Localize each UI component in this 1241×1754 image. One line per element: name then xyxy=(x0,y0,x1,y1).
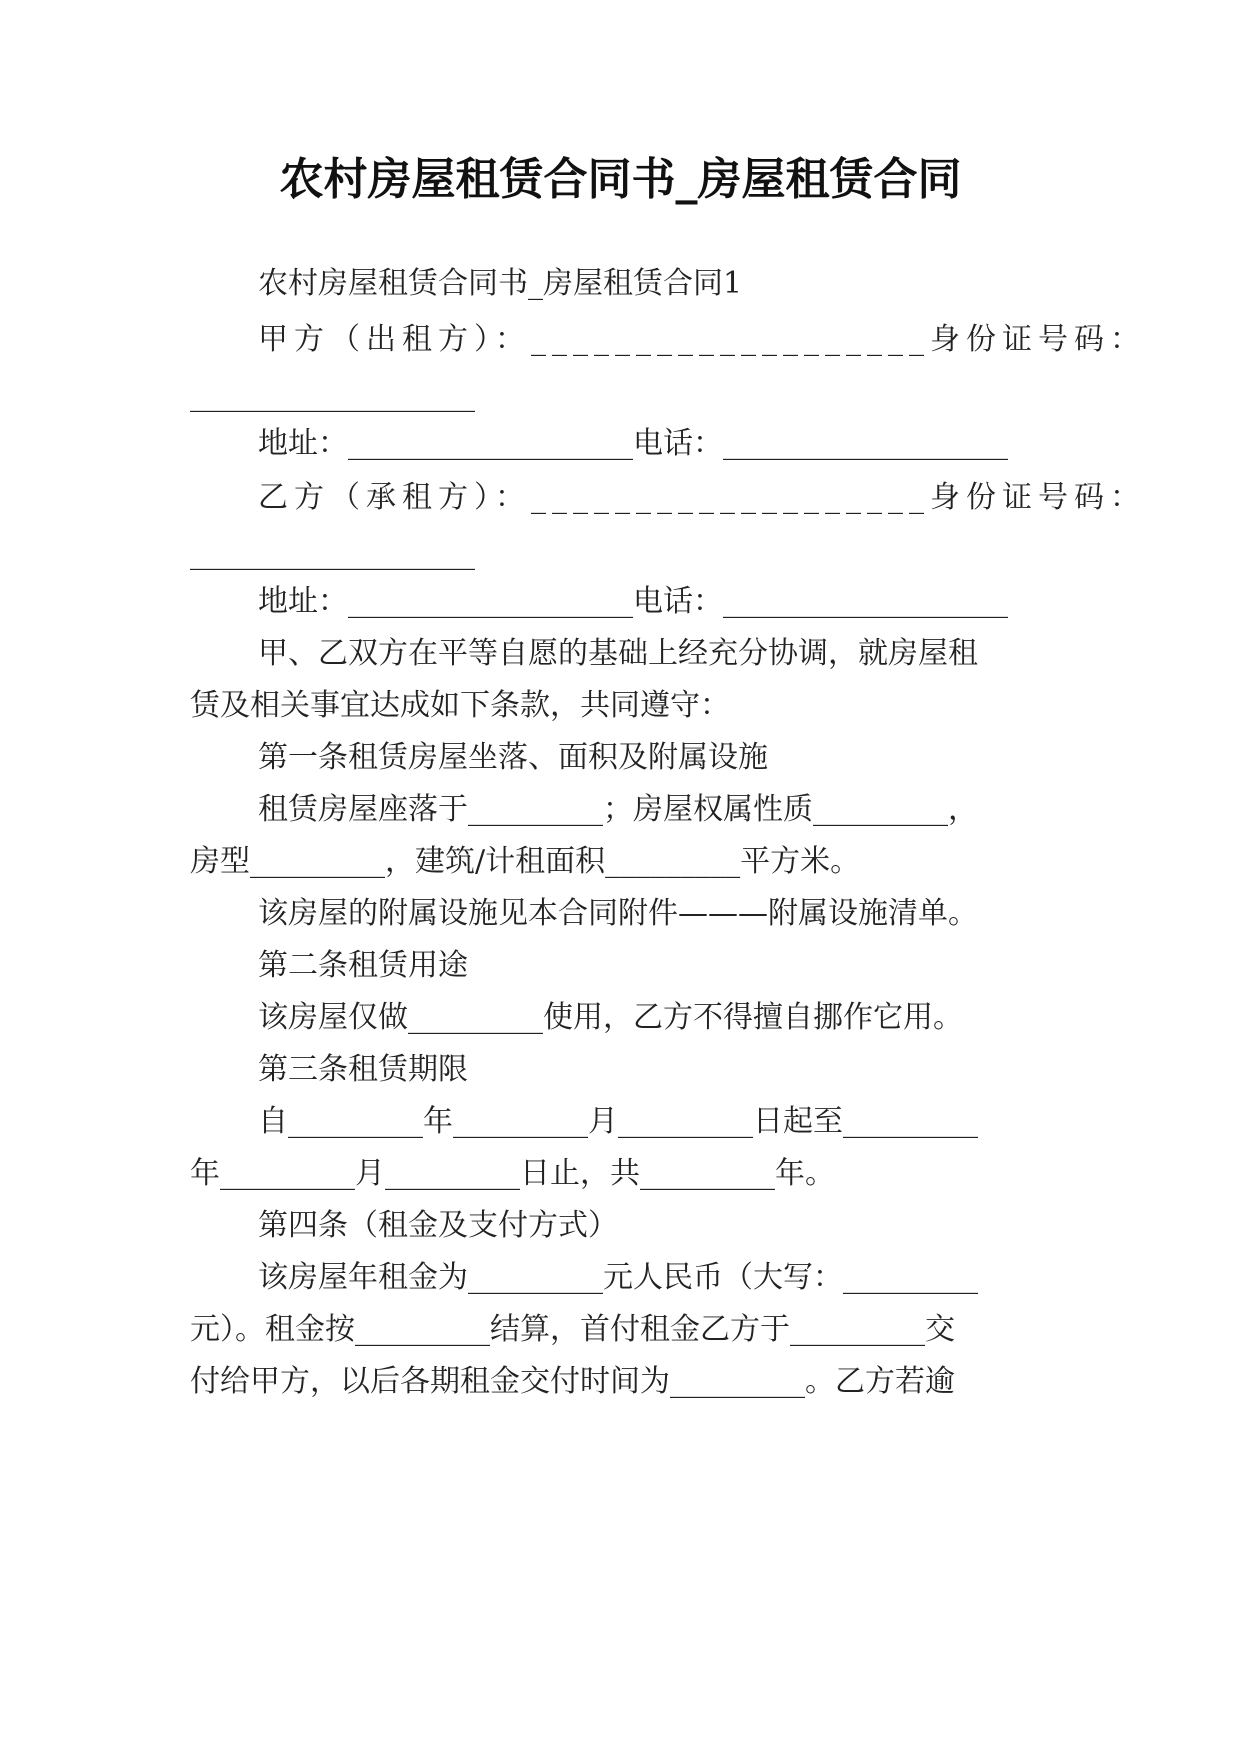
article-2-heading: 第二条租赁用途 xyxy=(258,948,468,983)
article-3-line-2: 年_________月_________日止，共_________年。 xyxy=(190,1156,835,1191)
preamble-line-1: 甲、乙双方在平等自愿的基础上经充分协调，就房屋租 xyxy=(258,636,978,671)
party-a-line: 甲方（出租方）：___________________身份证号码： xyxy=(258,322,1146,357)
article-4-line-2: 元）。租金按_________结算，首付租金乙方于_________交 xyxy=(190,1312,955,1347)
preamble-line-2: 赁及相关事宜达成如下条款，共同遵守： xyxy=(190,688,730,723)
article-4-heading: 第四条（租金及支付方式） xyxy=(258,1208,618,1243)
article-3-line-1: 自_________年_________月_________日起至_________ xyxy=(258,1104,978,1139)
party-b-id-blank: ___________________ xyxy=(190,536,475,571)
document-title: 农村房屋租赁合同书_房屋租赁合同 xyxy=(279,154,962,205)
article-4-line-1: 该房屋年租金为_________元人民币（大写：_________ xyxy=(258,1260,978,1295)
party-b-line: 乙方（承租方）：___________________身份证号码： xyxy=(258,480,1146,515)
article-1-heading: 第一条租赁房屋坐落、面积及附属设施 xyxy=(258,740,768,775)
article-1-line-1: 租赁房屋座落于_________；房屋权属性质_________， xyxy=(258,792,978,827)
subtitle-line: 农村房屋租赁合同书_房屋租赁合同1 xyxy=(258,266,743,301)
article-2-line-1: 该房屋仅做_________使用，乙方不得擅自挪作它用。 xyxy=(258,1000,963,1035)
article-3-heading: 第三条租赁期限 xyxy=(258,1052,468,1087)
party-a-id-blank: ___________________ xyxy=(190,378,475,413)
party-a-address-line: 地址：___________________电话：___________________ xyxy=(258,426,1008,461)
article-1-line-3: 该房屋的附属设施见本合同附件———附属设施清单。 xyxy=(258,896,978,931)
article-4-line-3: 付给甲方，以后各期租金交付时间为_________。乙方若逾 xyxy=(190,1364,955,1399)
article-1-line-2: 房型_________，建筑/计租面积_________平方米。 xyxy=(190,844,861,879)
party-b-address-line: 地址：___________________电话：___________________ xyxy=(258,584,1008,619)
